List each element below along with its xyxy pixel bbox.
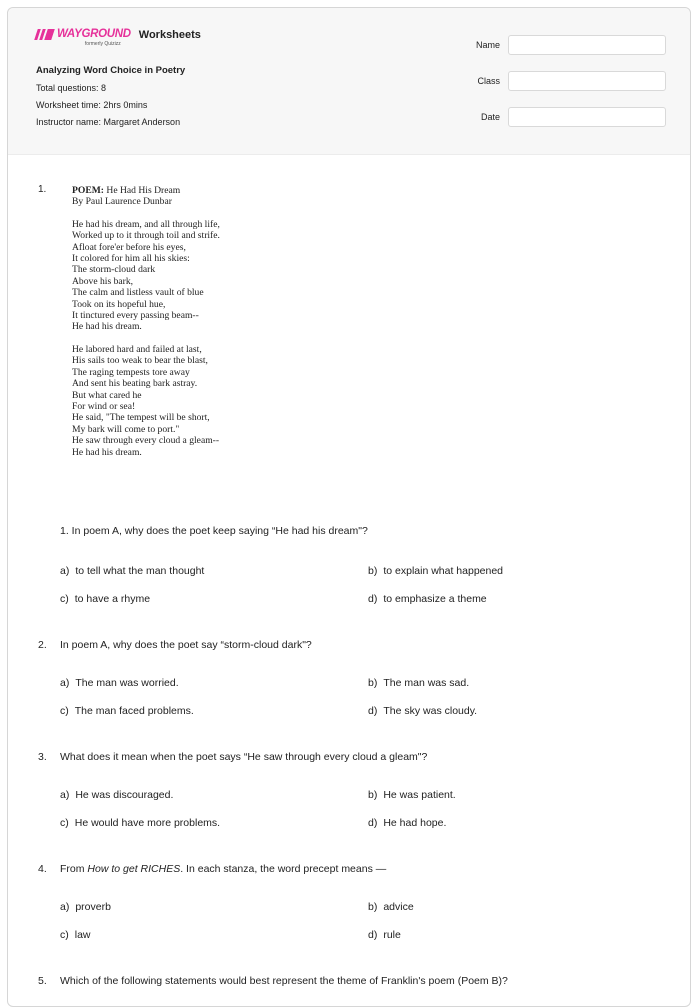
worksheet-card [7, 7, 691, 1007]
option-a[interactable]: a) proverb [60, 901, 111, 913]
question-text: From How to get RICHES. In each stanza, the word precept means — [60, 863, 387, 875]
logo-subtitle: formerly Quizizz [84, 41, 121, 47]
poem-line: Afloat fore'er before his eyes, [72, 241, 186, 253]
option-d[interactable]: d) rule [368, 929, 401, 941]
poem-line: It colored for him all his skies: [72, 253, 190, 265]
option-a[interactable]: a) He was discouraged. [60, 789, 174, 801]
option-d[interactable]: d) The sky was cloudy. [368, 705, 478, 717]
question-number: 2. [38, 639, 47, 651]
option-c[interactable]: c) The man faced problems. [60, 705, 194, 717]
poem-line: For wind or sea! [72, 400, 136, 412]
poem-line: And sent his beating bark astray. [72, 378, 198, 390]
option-c[interactable]: c) to have a rhyme [60, 593, 151, 605]
poem-author: By Paul Laurence Dunbar [72, 196, 172, 208]
class-label: Class [477, 76, 500, 86]
poem-line: But what cared he [72, 389, 142, 401]
option-d[interactable]: d) He had hope. [368, 817, 447, 829]
poem-line: Above his bark, [72, 275, 134, 287]
poem-line: He had his dream, and all through life, [72, 218, 220, 230]
poem-line: He labored hard and failed at last, [72, 343, 202, 355]
worksheet-meta [36, 65, 185, 134]
brand [36, 28, 201, 47]
logo-mark-icon [36, 29, 54, 40]
app-title: Worksheets [138, 29, 201, 41]
poem-stanza-1 [72, 219, 220, 333]
total-questions: Total questions: 8 [36, 83, 107, 93]
question-text: Which of the following statements would best represent the theme of Franklin's poem (Poem B)? [60, 975, 508, 987]
worksheet-header [8, 8, 690, 155]
name-input[interactable] [508, 35, 666, 55]
option-b[interactable]: b) advice [368, 901, 414, 913]
poem-line: The storm-cloud dark [72, 264, 156, 276]
class-field-row [468, 70, 666, 92]
question-text: In poem A, why does the poet say “storm-cloud dark"? [60, 639, 312, 651]
poem-line: Took on its hopeful hue, [72, 298, 166, 310]
question-number: 4. [38, 863, 47, 875]
date-input[interactable] [508, 107, 666, 127]
option-a[interactable]: a) to tell what the man thought [60, 565, 205, 577]
name-label: Name [475, 40, 500, 50]
name-field-row [468, 34, 666, 56]
worksheet-title: Analyzing Word Choice in Poetry [36, 65, 186, 76]
question-text: 1. In poem A, why does the poet keep saying “He had his dream"? [60, 525, 368, 537]
option-b[interactable]: b) to explain what happened [368, 565, 504, 577]
worksheet-time: Worksheet time: 2hrs 0mins [36, 100, 148, 110]
poem-line: The raging tempests tore away [72, 366, 190, 378]
option-b[interactable]: b) He was patient. [368, 789, 456, 801]
question-text: What does it mean when the poet says “He saw through every cloud a gleam"? [60, 751, 428, 763]
option-c[interactable]: c) He would have more problems. [60, 817, 221, 829]
option-a[interactable]: a) The man was worried. [60, 677, 179, 689]
poem-stanza-2 [72, 344, 220, 458]
instructor-name: Instructor name: Margaret Anderson [36, 117, 181, 127]
date-label: Date [480, 112, 500, 122]
poem-line: The calm and listless vault of blue [72, 287, 204, 299]
poem-line: He saw through every cloud a gleam-- [72, 435, 220, 447]
poem-line: His sails too weak to bear the blast, [72, 355, 208, 367]
poem-passage [72, 185, 220, 458]
option-c[interactable]: c) law [60, 929, 91, 941]
poem-line: My bark will come to port." [72, 423, 180, 435]
logo-wordmark: WAYGROUND [57, 28, 131, 40]
question-number: 3. [38, 751, 47, 763]
poem-line: He had his dream. [72, 321, 142, 333]
class-input[interactable] [508, 71, 666, 91]
poem-line: It tinctured every passing beam-- [72, 310, 199, 322]
source-title: How to get RICHES [87, 863, 181, 875]
poem-line: He had his dream. [72, 446, 142, 458]
option-d[interactable]: d) to emphasize a theme [368, 593, 487, 605]
passage-number: 1. [38, 184, 47, 195]
student-fields [468, 34, 666, 142]
poem-line: Worked up to it through toil and strife. [72, 230, 220, 242]
date-field-row [468, 106, 666, 128]
poem-line: He said, "The tempest will be short, [72, 412, 210, 424]
poem-title: POEM: He Had His Dream [72, 185, 181, 196]
wayground-logo [36, 28, 131, 47]
option-b[interactable]: b) The man was sad. [368, 677, 470, 689]
question-number: 5. [38, 975, 47, 987]
